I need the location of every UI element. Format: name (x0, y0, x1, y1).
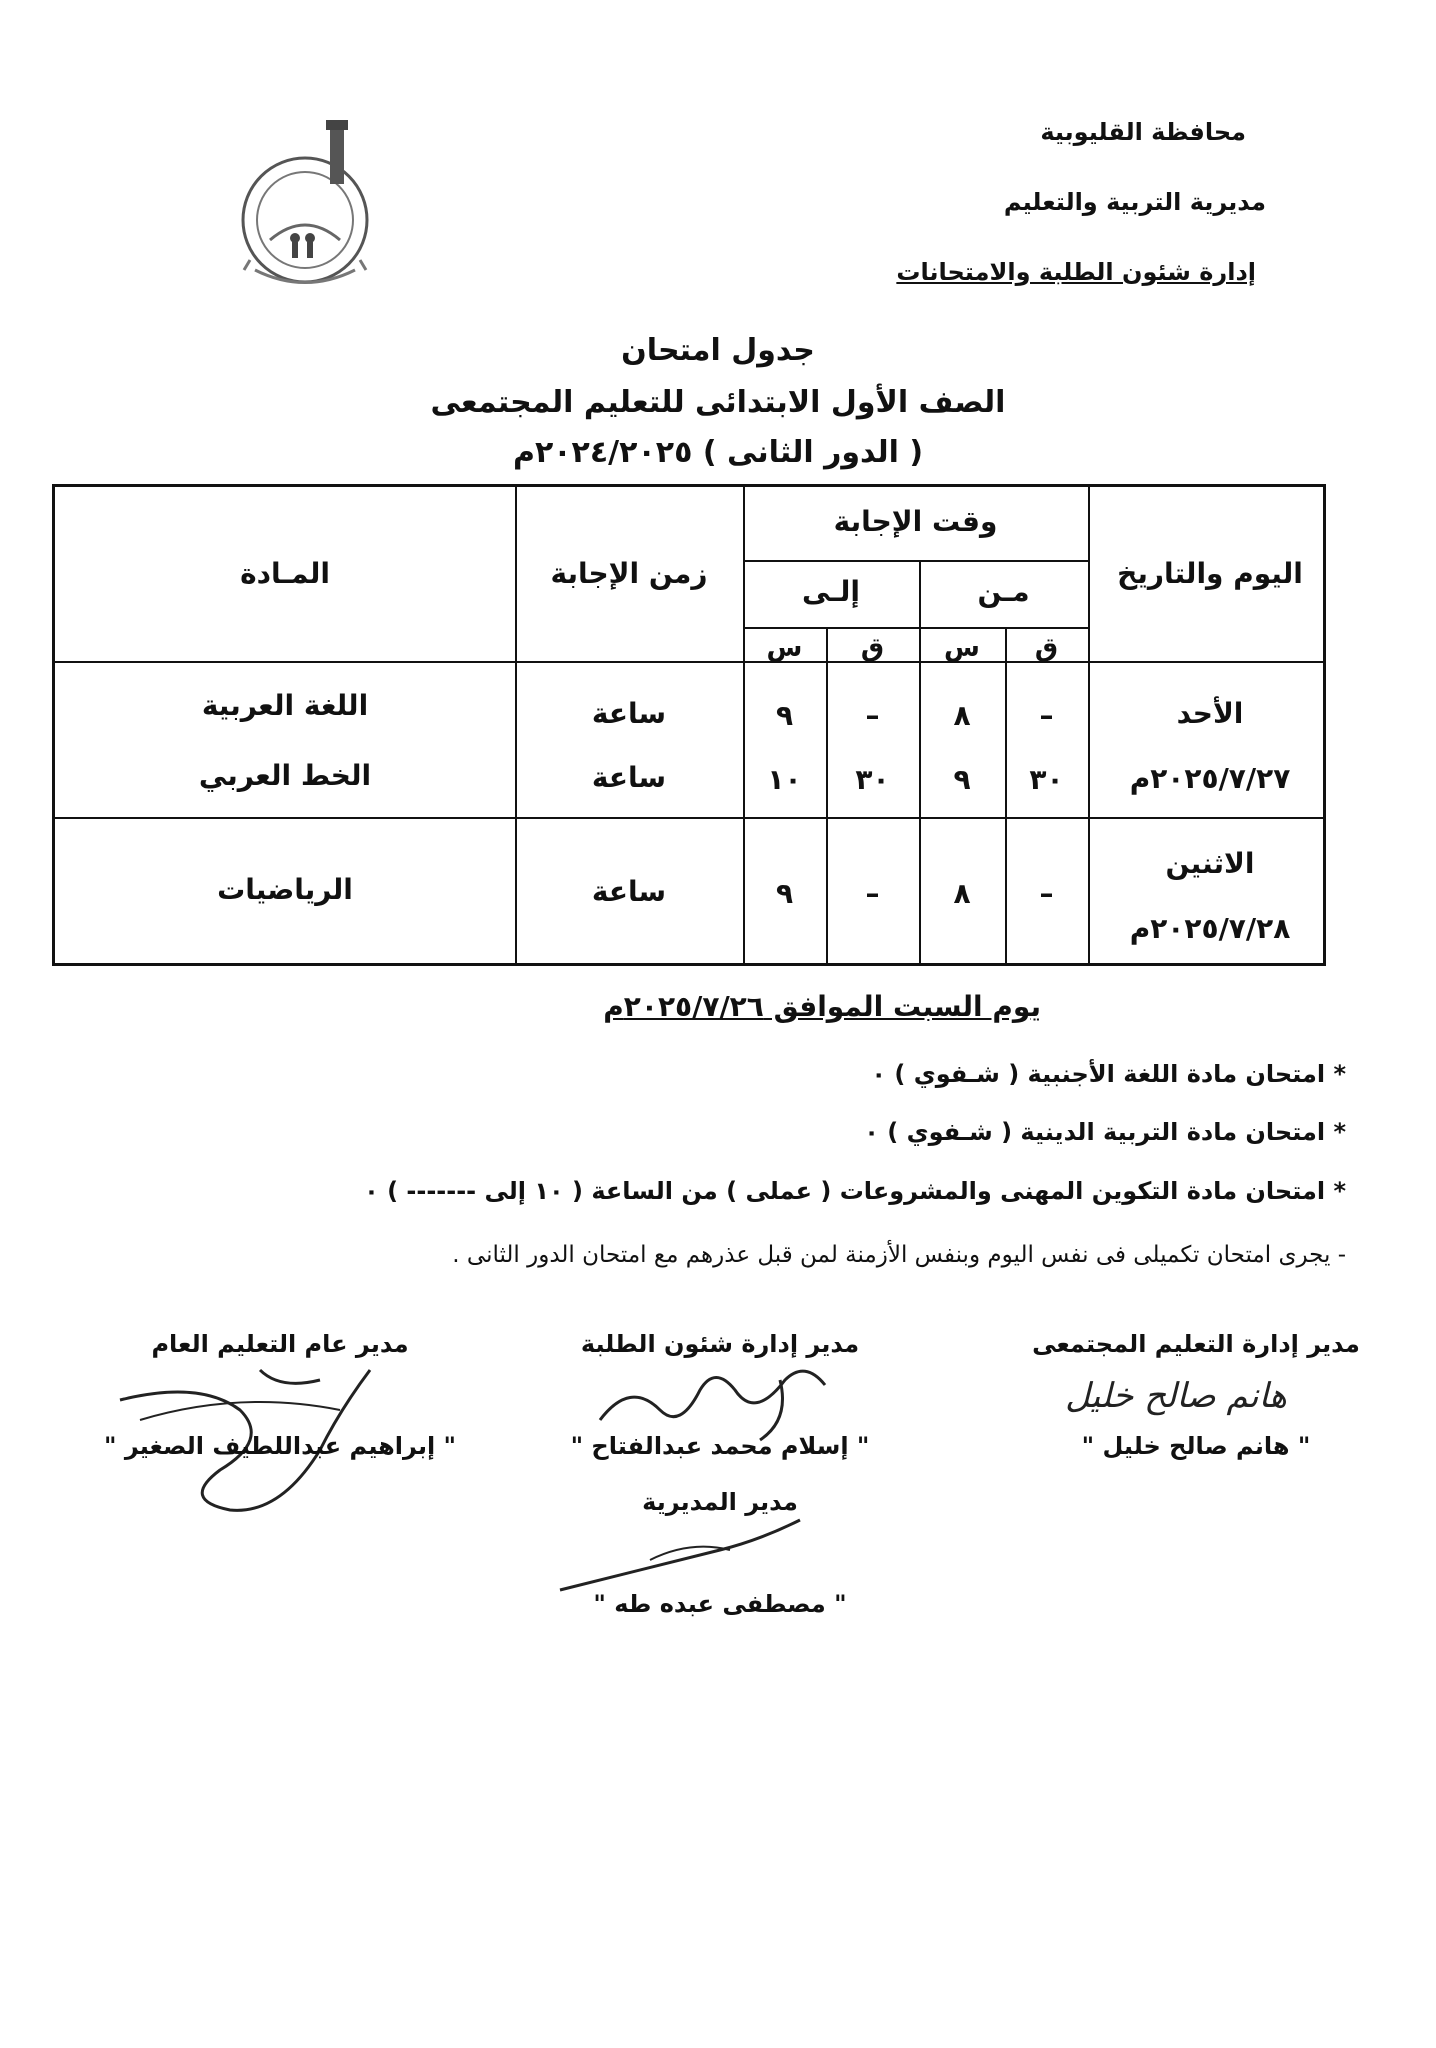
duration-cell: ساعة (591, 875, 667, 908)
sig2-name: " إسلام محمد عبدالفتاح " (570, 1432, 870, 1460)
to-minute-cell: – (865, 877, 880, 910)
note-religion: * امتحان مادة التربية الدينية ( شـفوي ) ٠ (864, 1118, 1346, 1146)
header-from-hour: س (944, 633, 980, 663)
to-hour-cell: ٩ (775, 699, 794, 732)
header-answer-time: وقت الإجابة (833, 505, 998, 538)
note-vocational: * امتحان مادة التكوين المهنى والمشروعات ( عملى ) من الساعة ( ١٠ إلى ------- ) ٠ (364, 1177, 1346, 1205)
from-minute-cell: – (1039, 699, 1054, 732)
day-cell: الاثنين (1165, 847, 1255, 880)
sig1-title: مدير إدارة التعليم المجتمعى (1032, 1330, 1360, 1358)
subject-cell: الرياضيات (217, 873, 353, 906)
header-to: إلـى (801, 575, 860, 608)
duration-cell: ساعة (591, 697, 667, 730)
date-cell: ٢٠٢٥/٧/٢٨م (1129, 912, 1291, 945)
to-minute-cell: ٣٠ (855, 763, 890, 796)
header-day-date: اليوم والتاريخ (1117, 557, 1303, 590)
department-line: إدارة شئون الطلبة والامتحانات (896, 258, 1256, 286)
sig3-title: مدير عام التعليم العام (151, 1330, 409, 1358)
grade-title: الصف الأول الابتدائى للتعليم المجتمعى (430, 385, 1006, 420)
sig2-title: مدير إدارة شئون الطلبة (580, 1330, 860, 1358)
day-cell: الأحد (1176, 697, 1244, 730)
row-divider (743, 627, 1088, 629)
column-divider (1005, 629, 1007, 963)
from-minute-cell: – (1039, 877, 1054, 910)
row-divider (743, 560, 1088, 562)
header-to-minute: ق (860, 633, 885, 663)
to-hour-cell: ٩ (775, 877, 794, 910)
directorate-line: مديرية التربية والتعليم (1003, 188, 1266, 216)
date-cell: ٢٠٢٥/٧/٢٧م (1129, 762, 1291, 795)
ministry-seal-logo (210, 120, 400, 290)
to-minute-cell: – (865, 699, 880, 732)
note-makeup-exam: - يجرى امتحان تكميلى فى نفس اليوم وبنفس الأزمنة لمن قبل عذرهم مع امتحان الدور الثانى . (452, 1242, 1346, 1268)
sig4-name: " مصطفى عبده طه " (593, 1590, 847, 1618)
sig1-name: " هانم صالح خليل " (1081, 1432, 1311, 1460)
sig4-signature-mark (550, 1510, 830, 1600)
sig1-handwriting: هانم صالح خليل (1065, 1376, 1287, 1416)
sig4-title: مدير المديرية (642, 1488, 798, 1516)
header-duration: زمن الإجابة (550, 557, 708, 590)
row-divider (55, 661, 1323, 663)
sig3-name: " إبراهيم عبداللطيف الصغير " (103, 1432, 457, 1460)
note-foreign-language: * امتحان مادة اللغة الأجنبية ( شـفوي ) ٠ (871, 1060, 1346, 1088)
header-from-minute: ق (1034, 633, 1059, 663)
governorate-line: محافظة القليوبية (1040, 118, 1246, 146)
column-divider (826, 629, 828, 963)
duration-cell: ساعة (591, 761, 667, 794)
column-divider (1088, 487, 1090, 963)
subject-cell: الخط العربي (198, 759, 372, 792)
from-hour-cell: ٨ (953, 699, 971, 732)
header-from: مـن (977, 575, 1030, 608)
session-title: ( الدور الثانى ) ٢٠٢٤/٢٠٢٥م (512, 435, 924, 470)
from-hour-cell: ٩ (953, 763, 971, 796)
from-minute-cell: ٣٠ (1029, 763, 1064, 796)
subject-cell: اللغة العربية (201, 689, 369, 722)
saturday-heading: يوم السبت الموافق ٢٠٢٥/٧/٢٦م (603, 990, 1041, 1023)
to-hour-cell: ١٠ (767, 763, 802, 796)
row-divider (55, 817, 1323, 819)
header-to-hour: س (766, 633, 803, 663)
from-hour-cell: ٨ (953, 877, 971, 910)
exam-schedule-table (52, 484, 1326, 966)
schedule-title: جدول امتحان (621, 333, 815, 368)
header-subject: المـادة (240, 557, 330, 590)
